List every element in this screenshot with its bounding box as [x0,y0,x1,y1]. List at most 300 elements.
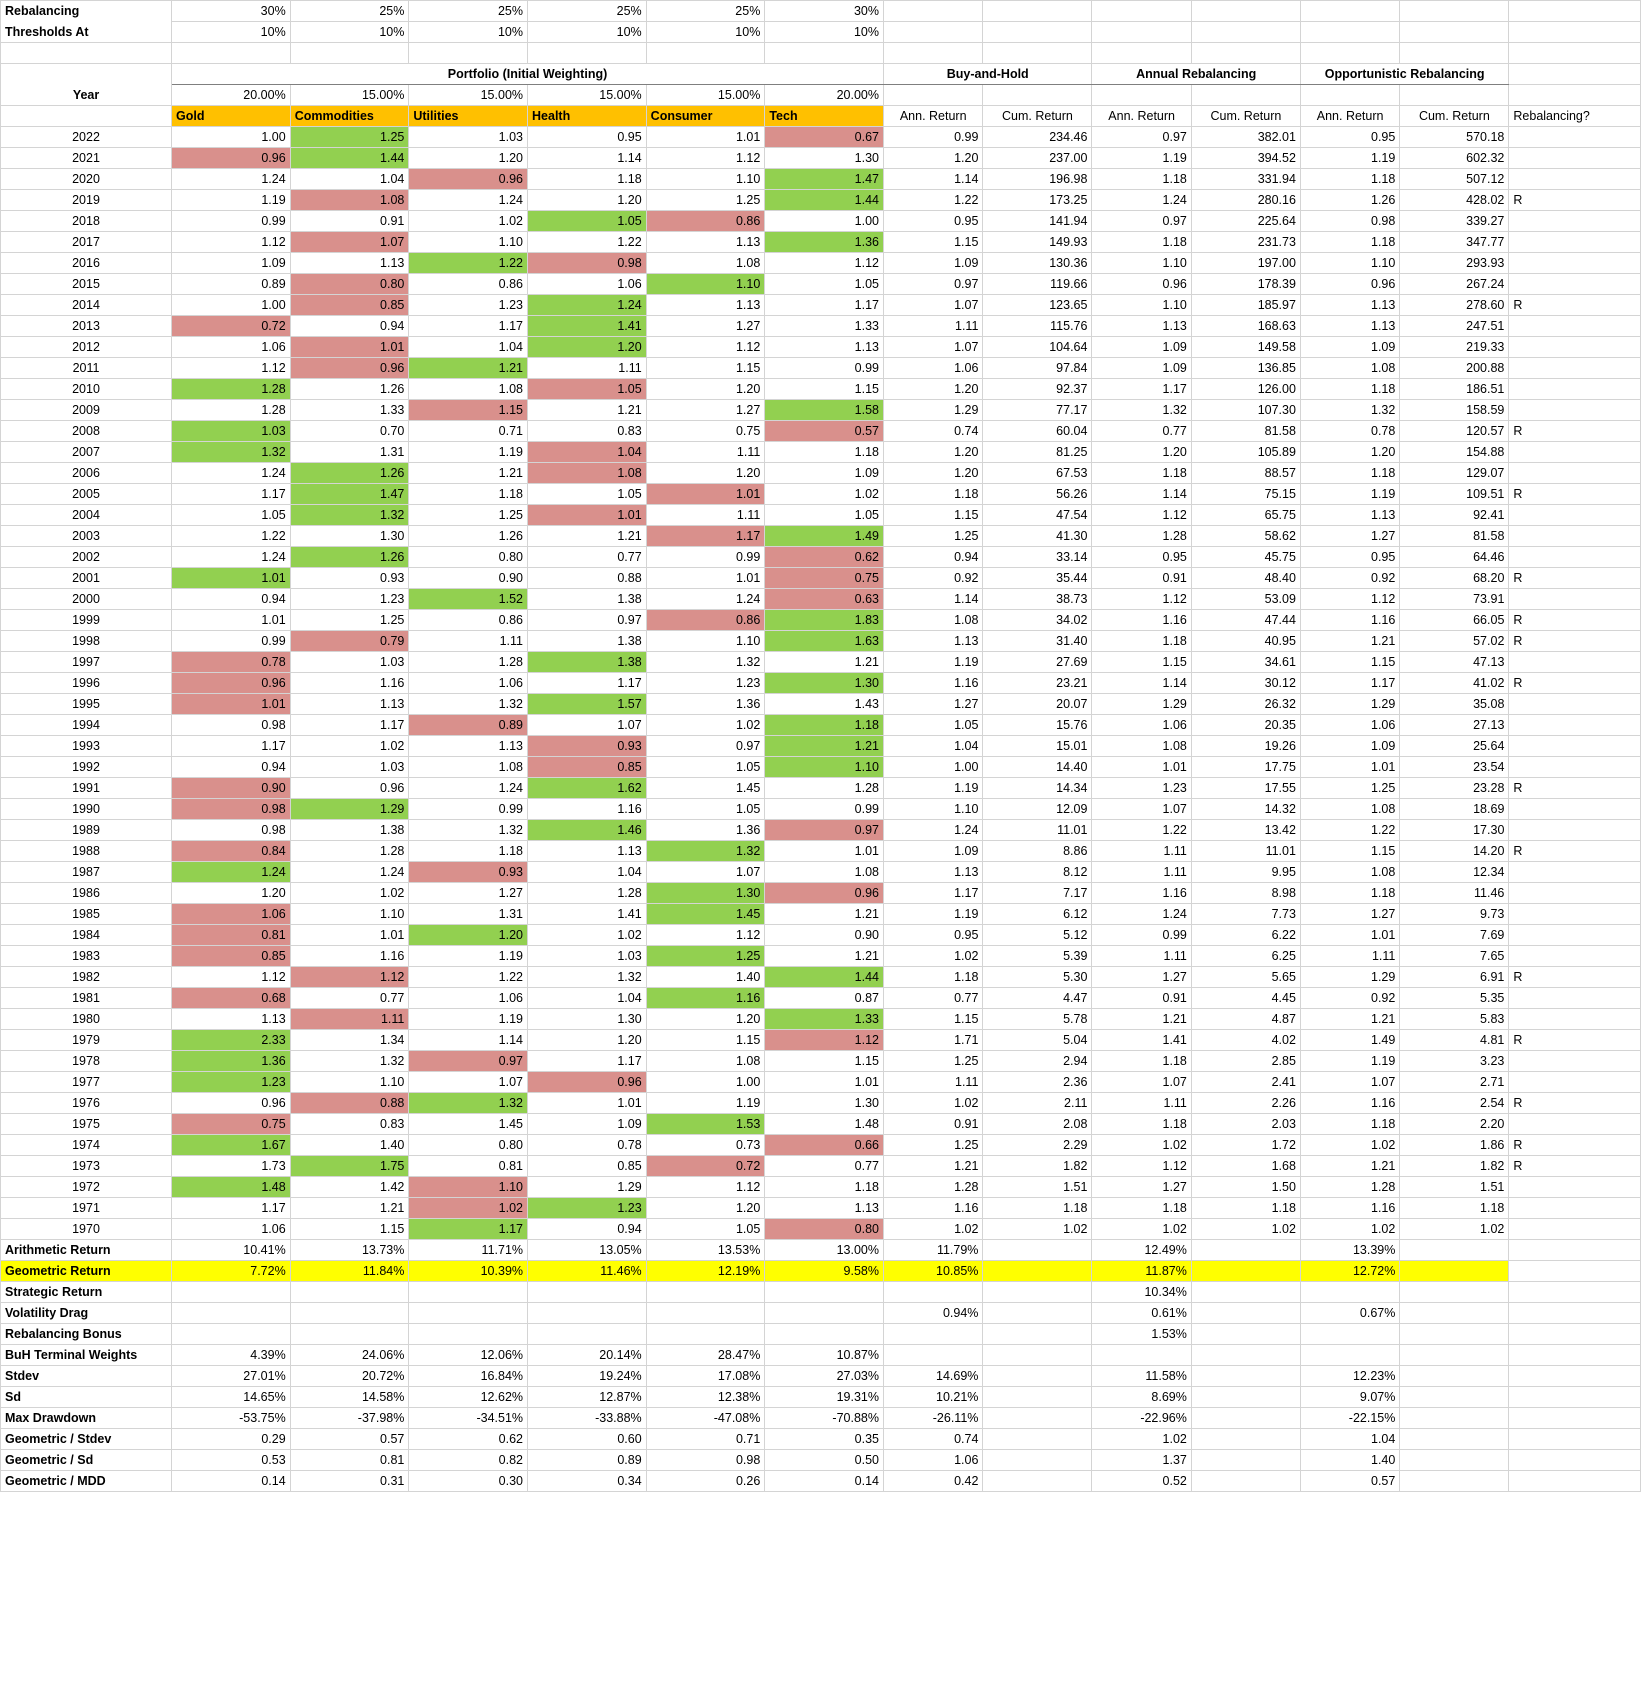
year-cell: 1989 [1,820,172,841]
asset-return-cell: 1.11 [646,505,765,526]
asset-return-cell: 1.22 [409,967,528,988]
or-ann-return-cell: 1.07 [1300,1072,1399,1093]
buh-ann-return-cell: 0.91 [883,1114,982,1135]
buh-ann-return-cell: 1.08 [883,610,982,631]
asset-return-cell: 1.32 [409,1093,528,1114]
asset-return-cell: 1.19 [172,190,291,211]
or-ann-return-cell: 1.18 [1300,883,1399,904]
asset-return-cell: 1.47 [290,484,409,505]
summary-ar-value: 1.02 [1092,1429,1191,1450]
asset-return-cell: 1.16 [290,673,409,694]
asset-return-cell: 1.38 [528,589,647,610]
ar-cum-return-cell: 197.00 [1191,253,1300,274]
asset-return-cell: 1.48 [765,1114,884,1135]
buh-ann-return-cell: 1.04 [883,736,982,757]
buh-ann-return-cell: 0.95 [883,925,982,946]
asset-return-cell: 1.21 [290,1198,409,1219]
rebalancing-flag-cell [1509,358,1641,379]
asset-return-cell: 1.08 [528,463,647,484]
summary-asset-value: 0.98 [646,1450,765,1471]
rebalancing-flag-cell: R [1509,631,1641,652]
table-row [1,190,1641,211]
year-cell: 2007 [1,442,172,463]
summary-asset-value: 4.39% [172,1345,291,1366]
buh-cum-return-cell: 5.12 [983,925,1092,946]
buh-cum-return-cell: 115.76 [983,316,1092,337]
empty-cell [528,43,647,64]
summary-asset-value: 12.87% [528,1387,647,1408]
buh-ann-return-cell: 1.02 [883,1093,982,1114]
year-cell: 2006 [1,463,172,484]
summary-asset-value: -37.98% [290,1408,409,1429]
asset-return-cell: 1.01 [646,568,765,589]
asset-return-cell: 1.12 [172,967,291,988]
table-row [1,400,1641,421]
summary-ar-value: 12.49% [1092,1240,1191,1261]
asset-return-cell: 0.90 [172,778,291,799]
initial-weight-1: 15.00% [290,85,409,106]
rebalancing-flag-cell: R [1509,610,1641,631]
buh-ann-return-cell: 1.13 [883,862,982,883]
year-cell: 1974 [1,1135,172,1156]
asset-return-cell: 1.17 [409,1219,528,1240]
empty-cell [1191,1240,1300,1261]
or-cum-return-cell: 92.41 [1400,505,1509,526]
asset-return-cell: 0.93 [528,736,647,757]
asset-return-cell: 0.96 [765,883,884,904]
asset-return-cell: 1.16 [646,988,765,1009]
initial-weight-5: 20.00% [765,85,884,106]
asset-return-cell: 0.79 [290,631,409,652]
buh-ann-return-cell: 1.11 [883,316,982,337]
or-ann-return-cell: 0.98 [1300,211,1399,232]
empty-cell [883,85,982,106]
or-cum-return-cell: 81.58 [1400,526,1509,547]
summary-asset-value: 28.47% [646,1345,765,1366]
empty-cell [1,106,172,127]
ar-cum-return-cell: 4.02 [1191,1030,1300,1051]
ar-cum-return-cell: 11.01 [1191,841,1300,862]
table-row [1,967,1641,988]
ar-ann-return-cell: 1.13 [1092,316,1191,337]
asset-return-cell: 1.06 [172,337,291,358]
rebalancing-flag-cell: R [1509,484,1641,505]
year-cell: 1973 [1,1156,172,1177]
rebalancing-flag-cell [1509,1051,1641,1072]
asset-return-cell: 1.01 [646,127,765,148]
table-row [1,442,1641,463]
ar-ann-return-cell: 0.77 [1092,421,1191,442]
asset-return-cell: 1.75 [290,1156,409,1177]
asset-return-cell: 1.26 [290,379,409,400]
year-cell: 1970 [1,1219,172,1240]
asset-return-cell: 1.08 [765,862,884,883]
table-row [1,1051,1641,1072]
ar-ann-return-cell: 1.18 [1092,1051,1191,1072]
or-cum-return-cell: 5.35 [1400,988,1509,1009]
asset-return-cell: 1.15 [290,1219,409,1240]
asset-return-cell: 1.44 [765,967,884,988]
ar-ann-return-cell: 1.14 [1092,673,1191,694]
or-ann-return-cell: 1.01 [1300,925,1399,946]
asset-return-cell: 1.38 [290,820,409,841]
empty-cell [1191,1429,1300,1450]
buh-ann-return-cell: 1.02 [883,1219,982,1240]
or-cum-return-cell: 1.82 [1400,1156,1509,1177]
or-cum-return-cell: 129.07 [1400,463,1509,484]
year-cell: 2004 [1,505,172,526]
buh-ann-return-cell: 1.10 [883,799,982,820]
thresholds-row-bottom [1,22,1641,43]
summary-asset-value: 0.81 [290,1450,409,1471]
year-cell: 2011 [1,358,172,379]
table-row [1,127,1641,148]
threshold-top-0: 30% [172,1,291,22]
ar-cum-return-cell: 1.18 [1191,1198,1300,1219]
asset-return-cell: 0.75 [172,1114,291,1135]
empty-cell [983,1408,1092,1429]
summary-asset-value: 0.14 [765,1471,884,1492]
summary-buh-value: 1.06 [883,1450,982,1471]
rebalancing-flag-cell: R [1509,421,1641,442]
rebalancing-flag-cell: R [1509,568,1641,589]
asset-return-cell: 1.04 [528,862,647,883]
asset-return-cell: 1.01 [765,841,884,862]
rebalancing-thresholds-label-2: Thresholds At [1,22,172,43]
asset-return-cell: 1.02 [528,925,647,946]
or-cum-return-cell: 200.88 [1400,358,1509,379]
ar-cum-return-cell: 75.15 [1191,484,1300,505]
summary-asset-value [528,1282,647,1303]
empty-cell [1400,1,1509,22]
buh-ann-return-cell: 1.22 [883,190,982,211]
rebalancing-flag-cell [1509,1114,1641,1135]
asset-header-utilities: Utilities [409,106,528,127]
rebalancing-flag-cell [1509,274,1641,295]
asset-return-cell: 1.25 [290,610,409,631]
summary-ar-value: 8.69% [1092,1387,1191,1408]
asset-return-cell: 1.28 [172,379,291,400]
asset-return-cell: 1.01 [765,1072,884,1093]
ar-ann-return-cell: 1.10 [1092,295,1191,316]
asset-return-cell: 1.10 [409,232,528,253]
summary-asset-value [172,1324,291,1345]
asset-return-cell: 1.06 [409,988,528,1009]
table-row [1,1156,1641,1177]
asset-return-cell: 1.83 [765,610,884,631]
asset-return-cell: 0.97 [765,820,884,841]
ar-ann-return-cell: 0.95 [1092,547,1191,568]
asset-return-cell: 1.18 [528,169,647,190]
summary-or-value [1300,1324,1399,1345]
asset-return-cell: 1.53 [646,1114,765,1135]
asset-return-cell: 1.23 [409,295,528,316]
empty-cell [1509,1282,1641,1303]
asset-return-cell: 1.01 [646,484,765,505]
year-cell: 2009 [1,400,172,421]
summary-ar-value [1092,1345,1191,1366]
year-cell: 1977 [1,1072,172,1093]
empty-cell [983,1345,1092,1366]
ar-ann-return-cell: 1.10 [1092,253,1191,274]
or-cum-return-cell: 120.57 [1400,421,1509,442]
or-cum-return-cell: 293.93 [1400,253,1509,274]
table-row [1,274,1641,295]
ar-cum-return-header: Cum. Return [1191,106,1300,127]
asset-return-cell: 1.25 [646,946,765,967]
buh-cum-return-cell: 141.94 [983,211,1092,232]
summary-asset-value [765,1303,884,1324]
asset-return-cell: 0.93 [290,568,409,589]
or-cum-return-cell: 35.08 [1400,694,1509,715]
summary-or-value: 12.72% [1300,1261,1399,1282]
year-cell: 2002 [1,547,172,568]
table-row [1,610,1641,631]
asset-return-cell: 0.99 [765,358,884,379]
buh-ann-return-cell: 1.07 [883,337,982,358]
asset-return-cell: 0.91 [290,211,409,232]
summary-ar-value: 1.37 [1092,1450,1191,1471]
asset-return-cell: 1.20 [409,925,528,946]
asset-return-cell: 1.17 [528,1051,647,1072]
buh-cum-return-cell: 77.17 [983,400,1092,421]
buh-cum-return-cell: 33.14 [983,547,1092,568]
empty-cell [1400,22,1509,43]
asset-return-cell: 1.11 [290,1009,409,1030]
asset-return-cell: 1.32 [409,820,528,841]
asset-return-cell: 1.43 [765,694,884,715]
buh-ann-return-cell: 1.20 [883,442,982,463]
asset-return-cell: 1.08 [646,253,765,274]
or-cum-return-cell: 9.73 [1400,904,1509,925]
year-cell: 2018 [1,211,172,232]
or-ann-return-cell: 1.18 [1300,379,1399,400]
asset-return-cell: 1.32 [646,652,765,673]
or-ann-return-cell: 1.26 [1300,190,1399,211]
year-cell: 1980 [1,1009,172,1030]
asset-return-cell: 1.10 [646,169,765,190]
or-ann-return-cell: 1.16 [1300,1093,1399,1114]
empty-cell [1400,1240,1509,1261]
ar-ann-return-cell: 1.24 [1092,190,1191,211]
summary-asset-value: 0.50 [765,1450,884,1471]
ar-ann-return-cell: 1.23 [1092,778,1191,799]
buh-ann-return-cell: 0.95 [883,211,982,232]
asset-return-cell: 1.18 [765,715,884,736]
asset-return-cell: 1.52 [409,589,528,610]
empty-cell [1509,1450,1641,1471]
asset-return-cell: 1.24 [172,862,291,883]
summary-asset-value: -70.88% [765,1408,884,1429]
summary-asset-value: 10.41% [172,1240,291,1261]
asset-return-cell: 1.17 [409,316,528,337]
summary-label: Arithmetic Return [1,1240,172,1261]
table-row [1,1072,1641,1093]
asset-return-cell: 1.03 [528,946,647,967]
asset-return-cell: 1.10 [646,631,765,652]
rebalancing-thresholds-label: Rebalancing [1,1,172,22]
ar-cum-return-cell: 40.95 [1191,631,1300,652]
asset-return-cell: 1.20 [528,1030,647,1051]
summary-label: Stdev [1,1366,172,1387]
asset-return-cell: 0.88 [528,568,647,589]
asset-return-cell: 1.32 [172,442,291,463]
buh-cum-return-cell: 234.46 [983,127,1092,148]
asset-return-cell: 1.01 [290,925,409,946]
year-cell: 1998 [1,631,172,652]
summary-buh-value: 0.94% [883,1303,982,1324]
asset-return-cell: 1.10 [765,757,884,778]
empty-cell [1191,1387,1300,1408]
rebalancing-flag-cell [1509,148,1641,169]
or-ann-return-cell: 1.10 [1300,253,1399,274]
ar-ann-return-cell: 1.32 [1092,400,1191,421]
summary-ar-value: -22.96% [1092,1408,1191,1429]
rebalancing-flag-cell [1509,694,1641,715]
threshold-bottom-1: 10% [290,22,409,43]
asset-return-cell: 1.29 [290,799,409,820]
table-row [1,1030,1641,1051]
table-row [1,484,1641,505]
or-ann-return-cell: 1.16 [1300,1198,1399,1219]
buh-cum-return-cell: 130.36 [983,253,1092,274]
buh-ann-return-cell: 1.14 [883,169,982,190]
asset-return-cell: 1.23 [172,1072,291,1093]
empty-cell [1509,1,1641,22]
summary-asset-value: 14.65% [172,1387,291,1408]
asset-return-cell: 1.20 [409,148,528,169]
ar-cum-return-cell: 178.39 [1191,274,1300,295]
table-row [1,232,1641,253]
asset-return-cell: 1.17 [172,484,291,505]
asset-return-cell: 0.88 [290,1093,409,1114]
asset-return-cell: 0.97 [646,736,765,757]
or-ann-return-cell: 1.09 [1300,337,1399,358]
asset-return-cell: 1.01 [528,505,647,526]
asset-return-cell: 1.24 [172,463,291,484]
asset-return-cell: 0.77 [765,1156,884,1177]
year-cell: 2020 [1,169,172,190]
asset-return-cell: 1.22 [528,232,647,253]
empty-cell [983,1261,1092,1282]
or-ann-return-cell: 1.02 [1300,1219,1399,1240]
asset-return-cell: 1.12 [765,253,884,274]
empty-cell [1400,1282,1509,1303]
ar-ann-return-cell: 1.21 [1092,1009,1191,1030]
year-cell: 1992 [1,757,172,778]
rebalancing-flag-cell [1509,652,1641,673]
buh-ann-return-cell: 1.19 [883,652,982,673]
empty-cell [1191,1282,1300,1303]
asset-return-cell: 1.10 [290,1072,409,1093]
initial-weight-0: 20.00% [172,85,291,106]
ar-cum-return-cell: 81.58 [1191,421,1300,442]
summary-asset-value [290,1303,409,1324]
asset-return-cell: 1.24 [172,169,291,190]
or-ann-return-cell: 1.22 [1300,820,1399,841]
ar-cum-return-cell: 47.44 [1191,610,1300,631]
empty-cell [1092,1,1191,22]
summary-asset-value: 0.29 [172,1429,291,1450]
ar-cum-return-cell: 136.85 [1191,358,1300,379]
asset-return-cell: 1.40 [290,1135,409,1156]
rebalancing-flag-cell [1509,946,1641,967]
asset-return-cell: 1.21 [528,400,647,421]
ar-cum-return-cell: 168.63 [1191,316,1300,337]
buh-ann-return-cell: 1.21 [883,1156,982,1177]
asset-return-cell: 1.20 [646,1009,765,1030]
buh-cum-return-cell: 1.51 [983,1177,1092,1198]
asset-return-cell: 1.04 [528,442,647,463]
or-cum-return-cell: 27.13 [1400,715,1509,736]
or-cum-return-cell: 66.05 [1400,610,1509,631]
summary-asset-value: 27.01% [172,1366,291,1387]
empty-cell [1092,22,1191,43]
ar-ann-return-cell: 1.29 [1092,694,1191,715]
table-row [1,505,1641,526]
ar-cum-return-cell: 45.75 [1191,547,1300,568]
asset-header-health: Health [528,106,647,127]
or-cum-return-cell: 347.77 [1400,232,1509,253]
asset-return-cell: 1.04 [528,988,647,1009]
asset-return-cell: 1.12 [646,1177,765,1198]
rebalancing-flag-cell: R [1509,967,1641,988]
summary-buh-value: 10.21% [883,1387,982,1408]
asset-return-cell: 1.44 [290,148,409,169]
asset-return-cell: 0.81 [172,925,291,946]
buh-cum-return-cell: 35.44 [983,568,1092,589]
asset-return-cell: 1.16 [290,946,409,967]
asset-return-cell: 1.24 [409,778,528,799]
summary-ar-value: 11.87% [1092,1261,1191,1282]
summary-asset-value: 0.53 [172,1450,291,1471]
or-ann-return-cell: 1.19 [1300,484,1399,505]
year-cell: 1997 [1,652,172,673]
asset-return-cell: 1.36 [646,694,765,715]
asset-return-cell: 1.14 [528,148,647,169]
summary-asset-value: 11.71% [409,1240,528,1261]
summary-or-value: 0.67% [1300,1303,1399,1324]
asset-return-cell: 0.83 [528,421,647,442]
or-ann-return-cell: 1.27 [1300,526,1399,547]
summary-buh-value: 0.42 [883,1471,982,1492]
summary-buh-value [883,1324,982,1345]
asset-return-cell: 1.06 [172,1219,291,1240]
or-cum-return-header: Cum. Return [1400,106,1509,127]
or-ann-return-cell: 1.18 [1300,169,1399,190]
asset-return-cell: 0.85 [172,946,291,967]
summary-asset-value: 12.06% [409,1345,528,1366]
empty-cell [1191,1303,1300,1324]
empty-cell [983,1324,1092,1345]
or-cum-return-cell: 2.71 [1400,1072,1509,1093]
rebalancing-flag-cell [1509,904,1641,925]
or-cum-return-cell: 23.54 [1400,757,1509,778]
empty-cell [983,1471,1092,1492]
asset-return-cell: 1.12 [646,148,765,169]
or-ann-return-cell: 1.28 [1300,1177,1399,1198]
year-cell: 1984 [1,925,172,946]
asset-return-cell: 1.17 [172,1198,291,1219]
ar-cum-return-cell: 7.73 [1191,904,1300,925]
summary-asset-value: 0.26 [646,1471,765,1492]
ar-ann-return-cell: 1.27 [1092,1177,1191,1198]
asset-return-cell: 1.00 [765,211,884,232]
ar-ann-return-cell: 1.02 [1092,1135,1191,1156]
asset-return-cell: 1.58 [765,400,884,421]
asset-return-cell: 1.04 [290,169,409,190]
table-row [1,778,1641,799]
